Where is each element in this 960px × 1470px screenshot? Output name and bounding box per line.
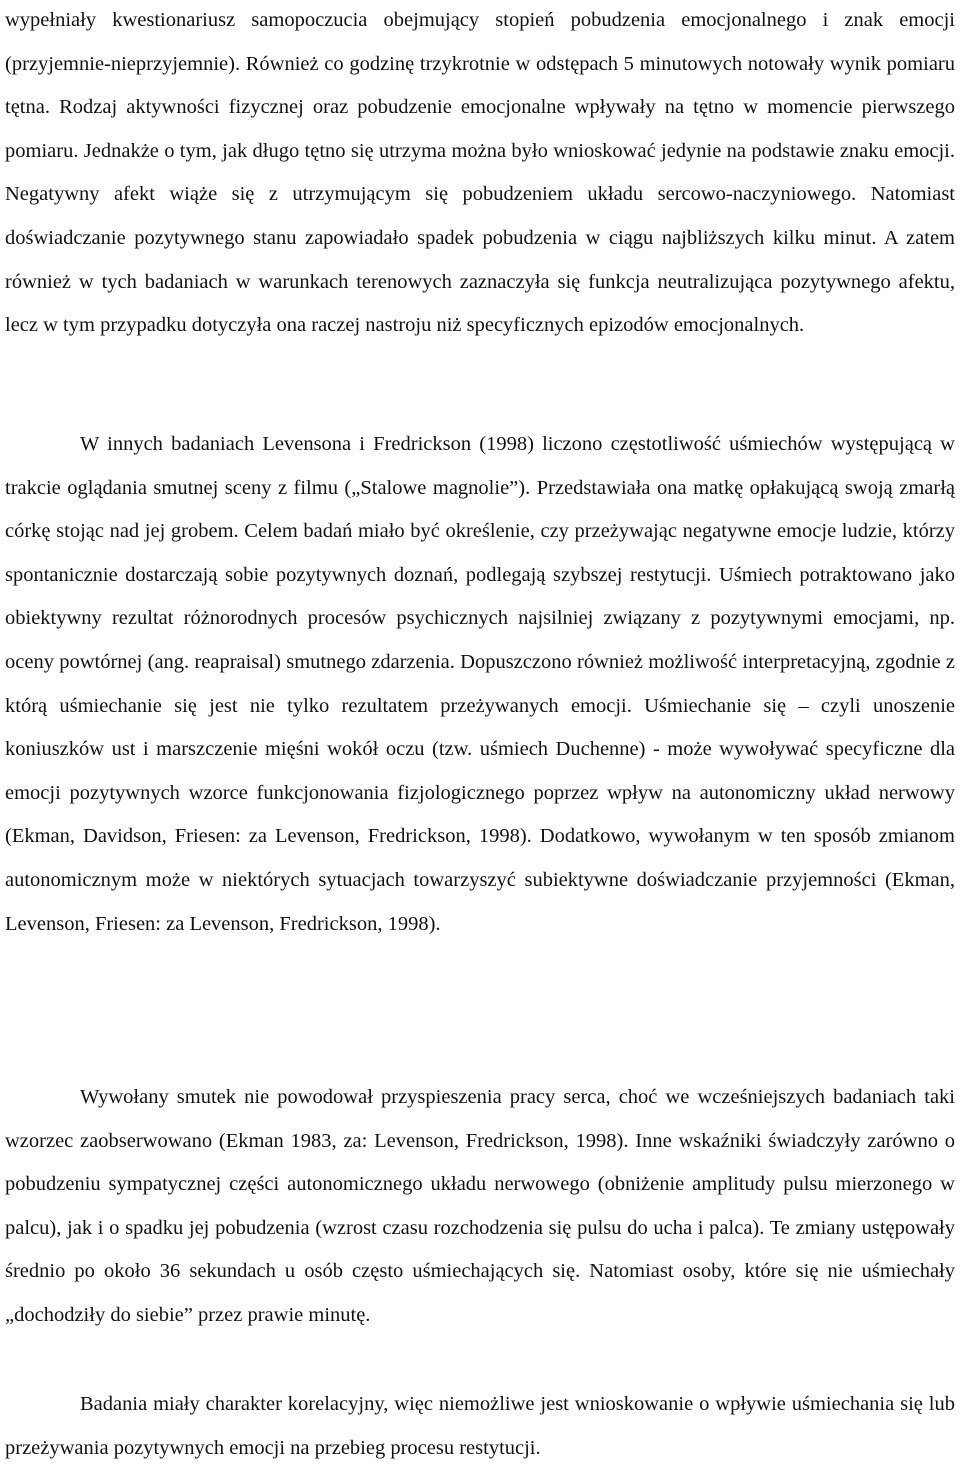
paragraph-3: Wywołany smutek nie powodował przyspieszenia pracy serca, choć we wcześniejszych badaniach taki wzorzec zaobserwowano (Ekman 1983, za: Levenson, Fredrickson, 1998). Inne wskaźniki świadczyły zarówno o pobudzeniu sympatycznej części autonomicznego układu nerwowego (obniżenie amplitudy pulsu mierzonego w palcu), jak i o spadku jej pobudzenia (wzrost czasu rozchodzenia się pulsu do ucha i palca). Te zmiany ustępowały średnio po około 36 sekundach u osób często uśmiechających się. Natomiast osoby, które się nie uśmiechały „dochodziły do siebie” przez prawie minutę. — [5, 1086, 955, 1326]
text-block-1 — [5, 0, 955, 348]
paragraph-1: wypełniały kwestionariusz samopoczucia obejmujący stopień pobudzenia emocjonalnego i znak emocji (przyjemnie-nieprzyjemnie). Również co godzinę trzykrotnie w odstępach 5 minutowych notowały wynik pomiaru tętna. Rodzaj aktywności fizycznej oraz pobudzenie emocjonalne wpływały na tętno w momencie pierwszego pomiaru. Jednakże o tym, jak długo tętno się utrzyma można było wnioskować jedynie na podstawie znaku emocji. Negatywny afekt wiąże się z utrzymującym się pobudzeniem układu sercowo-naczyniowego. Natomiast doświadczanie pozytywnego stanu zapowiadało spadek pobudzenia w ciągu najbliższych kilku minut. A zatem również w tych badaniach w warunkach terenowych zaznaczyła się funkcja neutralizująca pozytywnego afektu, lecz w tym przypadku dotyczyła ona raczej nastroju niż specyficznych epizodów emocjonalnych. — [5, 9, 955, 337]
text-block-3 — [5, 1076, 955, 1338]
text-block-2 — [5, 423, 955, 946]
text-block-4 — [5, 1383, 955, 1470]
paragraph-4: Badania miały charakter korelacyjny, więc niemożliwe jest wnioskowanie o wpływie uśmiechania się lub przeżywania pozytywnych emocji na przebieg procesu restytucji. — [5, 1393, 955, 1459]
paragraph-2: W innych badaniach Levensona i Fredrickson (1998) liczono częstotliwość uśmiechów występującą w trakcie oglądania smutnej sceny z filmu („Stalowe magnolie”). Przedstawiała ona matkę opłakującą swoją zmarłą córkę stojąc nad jej grobem. Celem badań miało być określenie, czy przeżywając negatywne emocje ludzie, którzy spontanicznie dostarczają sobie pozytywnych doznań, podlegają szybszej restytucji. Uśmiech potraktowano jako obiektywny rezultat różnorodnych procesów psychicznych najsilniej związany z pozytywnymi emocjami, np. oceny powtórnej (ang. reapraisal) smutnego zdarzenia. Dopuszczono również możliwość interpretacyjną, zgodnie z którą uśmiechanie się jest nie tylko rezultatem przeżywanych emocji. Uśmiechanie się – czyli unoszenie koniuszków ust i marszczenie mięśni wokół oczu (tzw. uśmiech Duchenne) - może wywoływać specyficzne dla emocji pozytywnych wzorce funkcjonowania fizjologicznego poprzez wpływ na autonomiczny układ nerwowy (Ekman, Davidson, Friesen: za Levenson, Fredrickson, 1998). Dodatkowo, wywołanym w ten sposób zmianom autonomicznym może w niektórych sytuacjach towarzyszyć subiektywne doświadczanie przyjemności (Ekman, Levenson, Friesen: za Levenson, Fredrickson, 1998). — [5, 433, 955, 935]
